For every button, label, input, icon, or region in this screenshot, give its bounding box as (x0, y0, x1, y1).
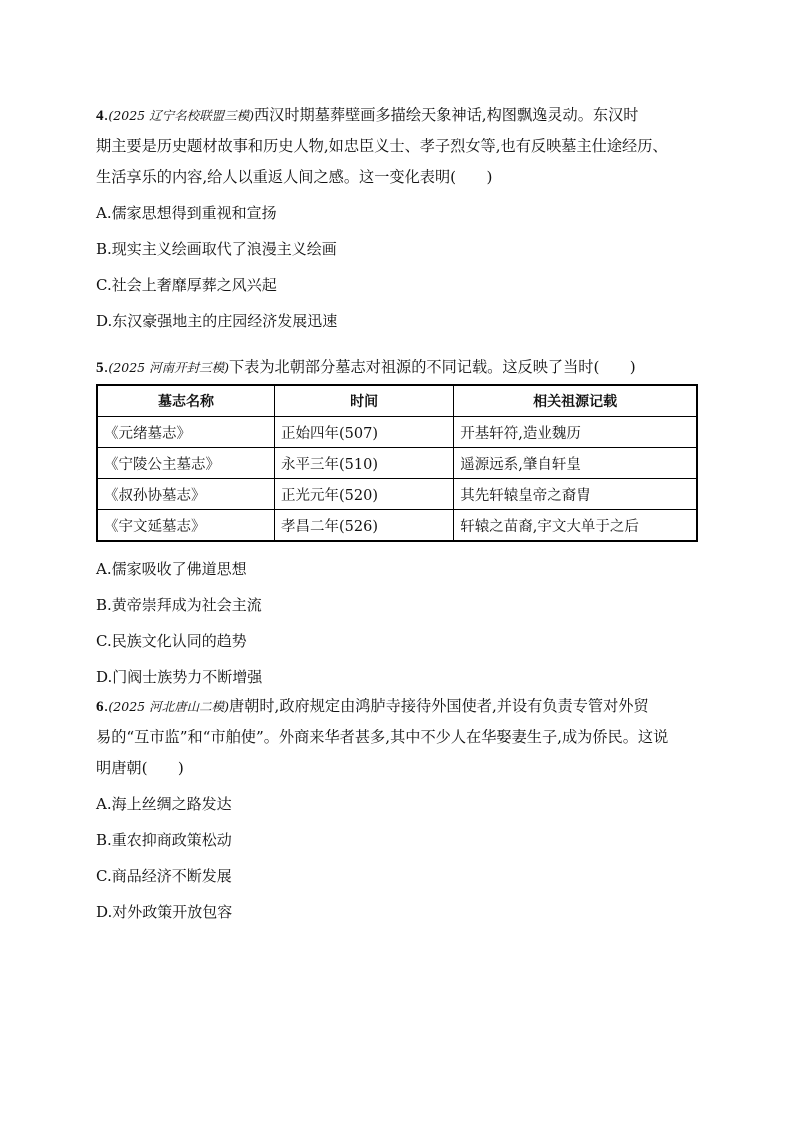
option-b[interactable]: B.现实主义绘画取代了浪漫主义绘画 (96, 240, 337, 258)
stem-line: 期主要是历史题材故事和历史人物,如忠臣义士、孝子烈女等,也有反映墓主仕途经历、 (96, 137, 668, 155)
option-c[interactable]: C.社会上奢靡厚葬之风兴起 (96, 276, 277, 294)
option-a[interactable]: A.海上丝绸之路发达 (96, 795, 232, 813)
table-cell: 《元绪墓志》 (97, 417, 275, 448)
question-number: 6 (96, 698, 104, 715)
option-c[interactable]: C.商品经济不断发展 (96, 867, 232, 885)
stem-line: 生活享乐的内容,给人以重返人间之感。这一变化表明( ) (96, 168, 493, 186)
table-cell: 正始四年(507) (275, 417, 454, 448)
stem-line: 西汉时期墓葬壁画多描绘天象神话,构图飘逸灵动。东汉时 (253, 106, 639, 124)
table-header-cell: 墓志名称 (97, 385, 275, 417)
table-cell: 孝昌二年(526) (275, 510, 454, 542)
question-4 (96, 100, 702, 339)
table-cell: 《宁陵公主墓志》 (97, 448, 275, 479)
table-header-cell: 相关祖源记载 (454, 385, 697, 417)
table-cell: 《叔孙协墓志》 (97, 479, 275, 510)
question-number: 5 (96, 359, 104, 376)
stem-line: 明唐朝( ) (96, 759, 184, 777)
table-row (97, 479, 697, 510)
question-number: 4 (96, 107, 104, 124)
question-6 (96, 691, 702, 930)
table-header-cell: 时间 (275, 385, 454, 417)
table-cell: 正光元年(520) (275, 479, 454, 510)
epitaph-table (96, 384, 698, 542)
table-row (97, 448, 697, 479)
question-5 (96, 352, 702, 383)
question-6-stem: 6.(2025 河北唐山二模)唐朝时,政府规定由鸿胪寺接待外国使者,并设有负责专管对外贸 易的“互市监”和“市舶使”。外商来华者甚多,其中不少人在华娶妻生子,成为侨民。这说 明唐朝( ) (96, 697, 669, 777)
question-4-stem: 4.(2025 辽宁名校联盟三模)西汉时期墓葬壁画多描绘天象神话,构图飘逸灵动。东汉时 期主要是历史题材故事和历史人物,如忠臣义士、孝子烈女等,也有反映墓主仕途经历、 生活享乐的内容,给人以重返人间之感。这一变化表明( ) (96, 106, 668, 186)
table-header-row (97, 385, 697, 417)
question-5-stem: 5.(2025 河南开封三模)下表为北朝部分墓志对祖源的不同记载。这反映了当时( ) (96, 358, 636, 376)
stem-line: 唐朝时,政府规定由鸿胪寺接待外国使者,并设有负责专管对外贸 (228, 697, 649, 715)
table-cell: 永平三年(510) (275, 448, 454, 479)
question-source: (2025 河北唐山二模) (108, 699, 229, 714)
option-d[interactable]: D.对外政策开放包容 (96, 903, 233, 921)
question-source: (2025 辽宁名校联盟三模) (108, 108, 254, 123)
table-cell: 开基轩符,造业魏历 (454, 417, 697, 448)
question-5-options (96, 551, 702, 695)
option-d[interactable]: D.东汉豪强地主的庄园经济发展迅速 (96, 312, 338, 330)
table-cell: 遥源远系,肇自轩皇 (454, 448, 697, 479)
table-row (97, 417, 697, 448)
option-b[interactable]: B.黄帝崇拜成为社会主流 (96, 596, 262, 614)
question-source: (2025 河南开封三模) (108, 360, 229, 375)
option-b[interactable]: B.重农抑商政策松动 (96, 831, 232, 849)
option-a[interactable]: A.儒家吸收了佛道思想 (96, 560, 247, 578)
table-cell: 其先轩辕皇帝之裔胄 (454, 479, 697, 510)
stem-line: 易的“互市监”和“市舶使”。外商来华者甚多,其中不少人在华娶妻生子,成为侨民。这说 (96, 728, 669, 746)
table-cell: 轩辕之苗裔,宇文大单于之后 (454, 510, 697, 542)
option-d[interactable]: D.门阀士族势力不断增强 (96, 668, 263, 686)
table-cell: 《宇文延墓志》 (97, 510, 275, 542)
option-a[interactable]: A.儒家思想得到重视和宣扬 (96, 204, 277, 222)
option-c[interactable]: C.民族文化认同的趋势 (96, 632, 247, 650)
table-row (97, 510, 697, 542)
stem-line: 下表为北朝部分墓志对祖源的不同记载。这反映了当时( ) (228, 358, 636, 376)
